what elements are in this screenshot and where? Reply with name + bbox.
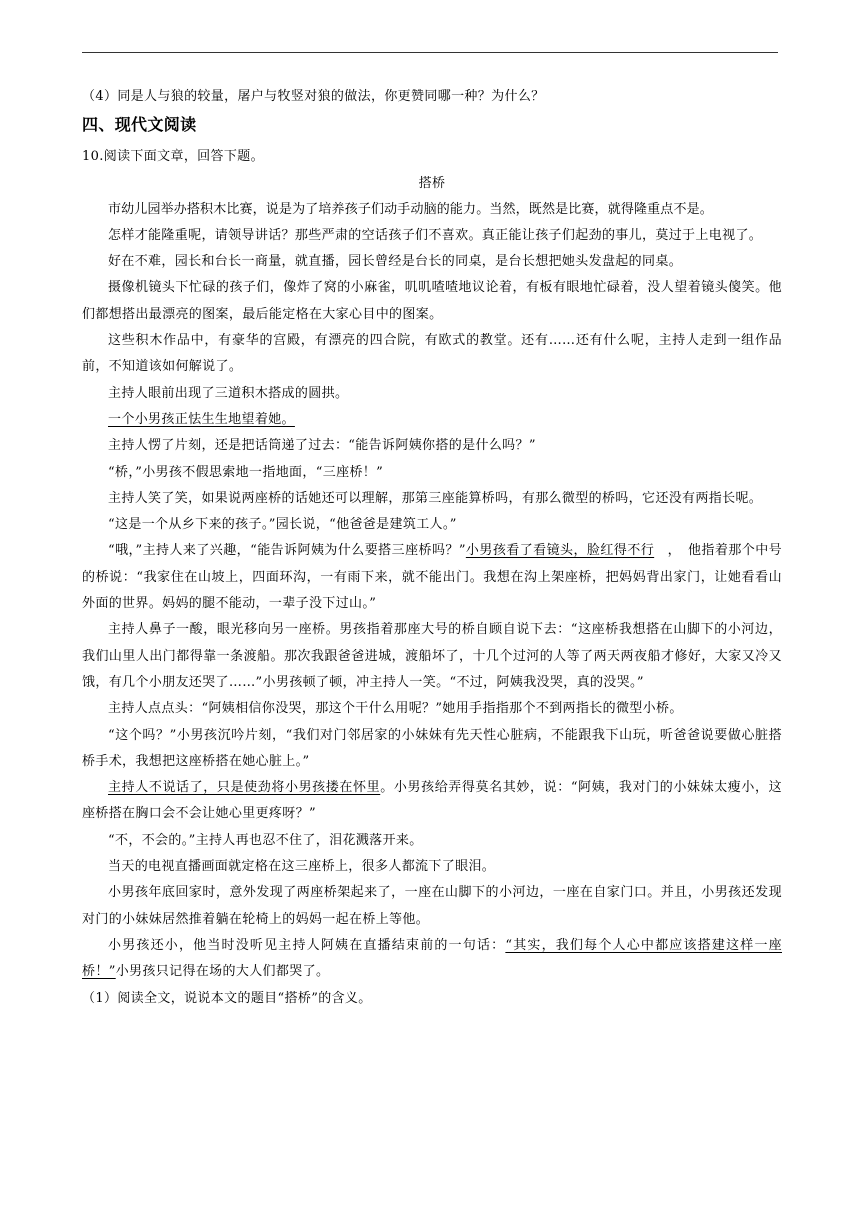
paragraph-5: 这些积木作品中，有豪华的宫殿，有漂亮的四合院，有欧式的教堂。还有……还有什么呢，主持人走到一组作品前，不知道该如何解说了。: [82, 333, 782, 375]
underlined-sentence-4: “其实，我们每个人心中都应该搭建这样一座桥！”: [82, 937, 782, 980]
paragraph-4: 摄像机镜头下忙碌的孩子们，像炸了窝的小麻雀，叽叽喳喳地议论着，有板有眼地忙碌着，没人望着镜头傻笑。他们都想搭出最漂亮的图案，最后能定格在大家心目中的图案。: [82, 280, 782, 322]
paragraph-18: 当天的电视直播画面就定格在这三座桥上，很多人都流下了眼泪。: [108, 859, 496, 875]
underlined-sentence-3: 主持人不说话了，只是使劲将小男孩搂在怀里: [108, 780, 381, 796]
section-heading: 四、现代文阅读: [82, 115, 197, 135]
paragraph-9: “桥，”小男孩不假思索地一指地面，“三座桥！”: [108, 464, 384, 480]
question-4: （4）同是人与狼的较量，屠户与牧竖对狼的做法，你更赞同哪一种？为什么？: [82, 89, 545, 104]
paragraph-13: 主持人鼻子一酸，眼光移向另一座桥。男孩指着那座大号的桥自顾自说下去：“这座桥我想搭在山脚下的小河边，我们山里人出门都得靠一条渡船。那次我跟爸爸进城，渡船坏了，十几个过河的人等了两天两夜船才修好，大家又冷又饿，有几个小朋友还哭了……”小男孩顿了顿，冲主持人一笑。“不过，阿姨我没哭，真的没哭。”: [82, 622, 782, 690]
paragraph-14: 主持人点点头：“阿姨相信你没哭，那这个干什么用呢？”她用手指指那个不到两指长的微型小桥。: [108, 701, 683, 717]
paragraph-8: 主持人愣了片刻，还是把话筒递了过去：“能告诉阿姨你搭的是什么吗？”: [108, 438, 536, 454]
paragraph-10: 主持人笑了笑，如果说两座桥的话她还可以理解，那第三座能算桥吗，有那么微型的桥吗，它还没有两指长呢。: [108, 490, 763, 506]
underlined-sentence-2: 小男孩看了看镜头，脸红得不行: [465, 543, 655, 559]
paragraph-7: [82, 407, 782, 433]
paragraph-16-end: 。小男孩给弄得莫名其妙，说：“阿姨，我对门的小妹妹太瘦小，这座桥搭在胸口会不会让她心里更疼呀？”: [82, 780, 782, 822]
paragraph-12-start: “哦，”主持人来了兴趣，“能告诉阿姨为什么要搭三座桥吗？”: [108, 543, 466, 559]
paragraph-12-end: ， 他指着那个中号的桥说：“我家住在山坡上，四面环沟，一有雨下来，就不能出门。我想在沟上架座桥，把妈妈背出家门，让她看看山外面的世界。妈妈的腿不能动，一辈子没下过山。”: [82, 543, 782, 612]
paragraph-20: [82, 933, 782, 986]
underlined-sentence-1: 一个小男孩正怯生生地望着她。: [108, 411, 295, 427]
paragraph-11: “这是一个从乡下来的孩子。”园长说，“他爸爸是建筑工人。”: [108, 517, 457, 533]
paragraph-20-start: 小男孩还小，他当时没听见主持人阿姨在直播结束前的一句话：: [108, 937, 506, 953]
document-body: [82, 84, 782, 1012]
paragraph-1: 市幼儿园举办搭积木比赛，说是为了培养孩子们动手动脑的能力。当然，既然是比赛，就得隆重点不是。: [108, 201, 713, 217]
question-1: （1）阅读全文，说说本文的题目“搭桥”的含义。: [82, 990, 372, 1006]
paragraph-20-end: 小男孩只记得在场的大人们都哭了。: [115, 964, 330, 980]
paragraph-3: 好在不难，园长和台长一商量，就直播，园长曾经是台长的同桌，是台长想把她头发盘起的同桌。: [108, 254, 683, 270]
paragraph-12: [82, 538, 782, 617]
paragraph-16: [82, 775, 782, 828]
paragraph-2: 怎样才能隆重呢，请领导讲话？那些严肃的空话孩子们不喜欢。真正能让孩子们起劲的事儿，莫过于上电视了。: [108, 227, 763, 243]
paragraph-17: “不，不会的。”主持人再也忍不住了，泪花溅落开来。: [108, 832, 423, 848]
paragraph-6: 主持人眼前出现了三道积木搭成的圆拱。: [108, 385, 349, 401]
question-10: 10.阅读下面文章，回答下题。: [82, 149, 264, 165]
article-title: 搭桥: [418, 175, 446, 191]
paragraph-15: “这个吗？”小男孩沉吟片刻，“我们对门邻居家的小妹妹有先天性心脏病，不能跟我下山玩，听爸爸说要做心脏搭桥手术，我想把这座桥搭在她心脏上。”: [82, 727, 782, 769]
paragraph-19: 小男孩年底回家时，意外发现了两座桥架起来了，一座在山脚下的小河边，一座在自家门口。并且，小男孩还发现对门的小妹妹居然推着躺在轮椅上的妈妈一起在桥上等他。: [82, 885, 782, 927]
header-rule: [82, 52, 778, 53]
